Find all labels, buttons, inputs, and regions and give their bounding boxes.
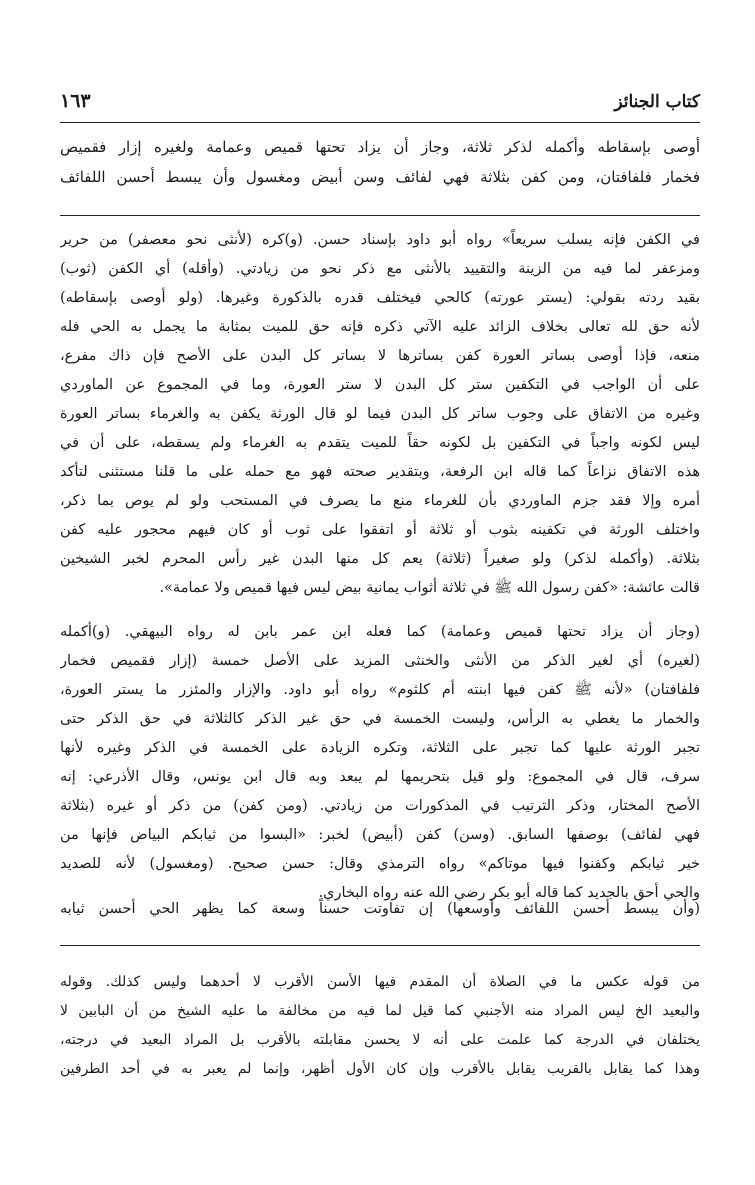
footnote-line: وهذا كما يقابل بالقريب يقابل بالأقرب وإن كان الأول أظهر، وإنما لم يعبر به في أحد الطرفين — [60, 1061, 700, 1077]
footnote-text — [60, 968, 700, 1084]
footnote-line: يختلفان في الدرجة كما علمت على أنه لا يحسن مقابلته بالأقرب بل المراد البعيد في درجته، — [60, 1032, 700, 1048]
commentary-line: قالت عائشة: «كفن رسول الله ﷺ في ثلاثة أثواب يمانية بيض ليس فيها قميص ولا عمامة». — [159, 580, 700, 596]
commentary-line: تجبر الورثة عليها كما تجبر على الثلاثة، وتكره الزيادة على الخمسة في الذكر وغيره لأنها — [60, 740, 700, 756]
commentary-line: (لغيره) أي لغير الذكر من الأنثى والخنثى المزيد على الأصل خمسة (إزار فقميص فخمار — [60, 653, 700, 669]
commentary-line: في الكفن فإنه يسلب سريعاً» رواه أبو داود بإسناد حسن. (و)كره (لأنثى نحو معصفر) من حرير — [60, 232, 700, 248]
commentary-line: والخمار ما يغطي به الرأس، وليست الخمسة في حق غير الذكر كالثلاثة في حق الذكر حتى — [60, 711, 700, 727]
commentary-line: على أن الواجب في التكفين ستر كل البدن لا ستر العورة، وما في المجموع عن الماوردي — [60, 377, 700, 393]
commentary-line: وغيره من الاتفاق على وجوب ساتر كل البدن فيما لو قال الورثة يكفن به والغرماء بساتر العورة — [60, 406, 700, 422]
chapter-title: كتاب الجنائز — [614, 92, 700, 112]
commentary-paragraph-1 — [60, 226, 700, 603]
commentary-line: خير ثيابكم وكفنوا فيها موتاكم» رواه الترمذي وقال: حسن صحيح. (ومغسول) لأنه للصديد — [60, 856, 700, 872]
footnote-line: والبعيد الخ ليس المراد منه الأجنبي كما قيل لما فيه من مخالفة ما عليه الشيخ من أن البابين لا — [60, 1003, 700, 1019]
commentary-line: فلفافتان) «لأنه ﷺ كفن فيها ابنته أم كلثوم» رواه أبو داود. والإزار والمئزر ما يستر العورة، — [60, 682, 700, 698]
commentary-line: هذه الاتفاق نزاعاً كما قاله ابن الرفعة، وبتقدير صحته فهو مع حمله على ما قلنا مستثنى لتأكد — [60, 464, 700, 480]
commentary-line: ومزعفر لما فيه من الزينة والتقييد بالأنثى مع ذكر نحو من زيادتي. (وأقله) أي الكفن (ثوب) — [60, 261, 700, 277]
page-header — [60, 86, 700, 123]
matn-line: فخمار فلفافتان، ومن كفن بثلاثة فهي لفائف وسن أبيض ومغسول وأن يبسط أحسن اللفائف — [60, 168, 700, 186]
commentary-line: (وأن يبسط أحسن اللفائف وأوسعها) إن تفاوتت حسناً وسعة كما يظهر الحي أحسن ثيابه — [60, 901, 700, 917]
matn-text — [60, 132, 700, 192]
commentary-line: واختلف الورثة في تكفينه بثوب أو ثلاثة أو اتفقوا على ثوب أو كان فيهم محجور عليه كفن — [60, 522, 700, 538]
footnote-separator — [60, 945, 700, 946]
commentary-line: بقيد ردته بقولي: (يستر عورته) كالحي فيختلف قدره بالذكورة وغيرها. (ولو أوصى بإسقاطه) — [60, 290, 700, 306]
matn-line: أوصى بإسقاطه وأكمله لذكر ثلاثة، وجاز أن يزاد تحتها قميص وعمامة ولغيره إزار فقميص — [60, 138, 700, 156]
commentary-line: سرف، قال في المجموع: ولو قيل بتحريمها لم يبعد وبه قال ابن يونس، وقال الأذرعي: إنه — [60, 769, 700, 785]
commentary-line: (وجاز أن يزاد تحتها قميص وعمامة) كما فعله ابن عمر بابن له رواه البيهقي. (و)أكمله — [60, 624, 700, 640]
commentary-line: بثلاثة. (وأكمله لذكر) ولو صغيراً (ثلاثة) يعم كل منها البدن غير رأس المحرم لخبر الشيخين — [60, 551, 700, 567]
commentary-paragraph-2 — [60, 618, 700, 908]
page-number: ١٦٣ — [60, 90, 91, 112]
commentary-paragraph-3 — [60, 895, 700, 924]
commentary-line: الأصح المختار، وذكر الترتيب في المذكورات من زيادتي. (ومن كفن) من ذكر أو غيره (بثلاثة — [60, 798, 700, 814]
commentary-line: منعه، فإذا أوصى بساتر العورة كفن بساترها لا بساتر كل البدن على الأصح فإن ذاك مفرع، — [60, 348, 700, 364]
commentary-line: أمره وإلا فقد جزم الماوردي بأن للغرماء منع ما يصرف في المستحب ولو لم يوص بما ذكر، — [60, 493, 700, 509]
footnote-line: من قوله عكس ما في الصلاة أن المقدم فيها الأسن الأقرب لا أحدهما وليس كذلك. وقوله — [60, 974, 700, 990]
commentary-line: والحي أحق بالجديد كما قاله أبو بكر رضي الله عنه رواه البخاري. — [318, 885, 700, 901]
separator-rule — [60, 215, 700, 216]
commentary-line: لأنه حق لله تعالى بخلاف الزائد عليه الآتي ذكره فإنه حق للميت بمثابة ما يجمل به الحي فله — [60, 319, 700, 335]
commentary-line: فهي لفائف) بوصفها السابق. (وسن) كفن (أبيض) لخبر: «البسوا من ثيابكم البياض فإنها من — [60, 827, 700, 843]
commentary-line: ليس لكونه واجباً في التكفين بل لكونه حقاً للميت يتقدم به الغرماء ولم يسقطه، على أن في — [60, 435, 700, 451]
